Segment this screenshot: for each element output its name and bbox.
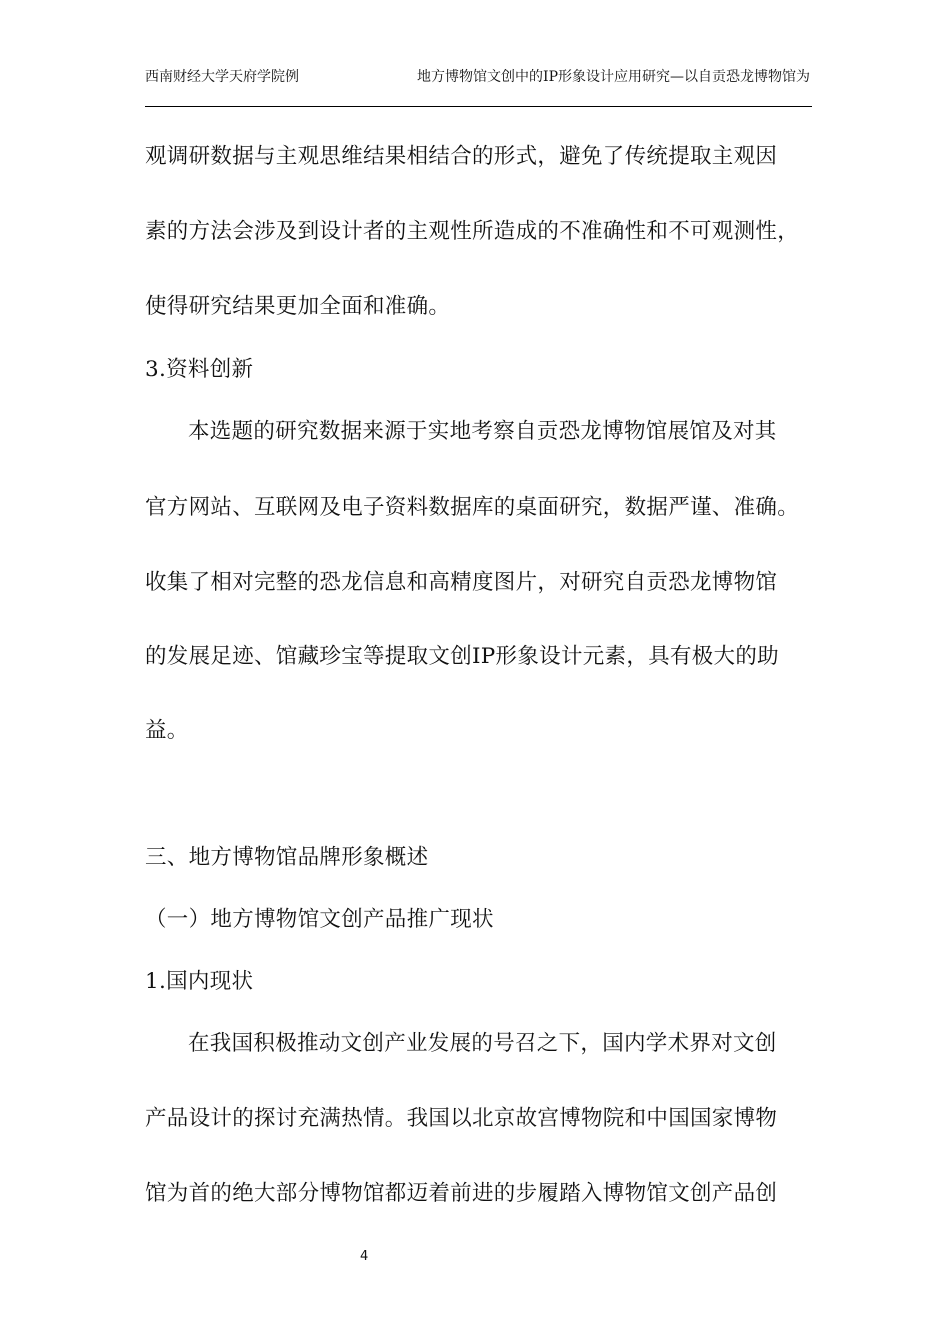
body-line: 益。 bbox=[145, 718, 189, 743]
header-institution: 西南财经大学天府学院例 bbox=[145, 69, 299, 85]
body-line: 观调研数据与主观思维结果相结合的形式，避免了传统提取主观因 bbox=[145, 144, 778, 169]
body-line: 的发展足迹、馆藏珍宝等提取文创IP形象设计元素，具有极大的助 bbox=[145, 644, 779, 669]
subsection-heading: （一）地方博物馆文创产品推广现状 bbox=[145, 907, 494, 932]
page-header bbox=[145, 68, 812, 107]
section-heading: 1.国内现状 bbox=[145, 969, 254, 994]
body-line: 在我国积极推动文创产业发展的号召之下，国内学术界对文创 bbox=[188, 1031, 777, 1056]
body-line: 收集了相对完整的恐龙信息和高精度图片，对研究自贡恐龙博物馆 bbox=[145, 570, 778, 595]
body-line: 素的方法会涉及到设计者的主观性所造成的不准确性和不可观测性， bbox=[145, 219, 800, 244]
header-title: 地方博物馆文创中的IP形象设计应用研究—以自贡恐龙博物馆为 bbox=[417, 69, 810, 85]
body-line: 本选题的研究数据来源于实地考察自贡恐龙博物馆展馆及对其 bbox=[188, 419, 777, 444]
page-number: 4 bbox=[360, 1249, 369, 1264]
chapter-heading: 三、地方博物馆品牌形象概述 bbox=[145, 845, 429, 870]
section-heading: 3.资料创新 bbox=[145, 357, 254, 382]
body-line: 官方网站、互联网及电子资料数据库的桌面研究，数据严谨、准确。 bbox=[145, 495, 800, 520]
body-line: 馆为首的绝大部分博物馆都迈着前进的步履踏入博物馆文创产品创 bbox=[145, 1181, 778, 1206]
body-line: 使得研究结果更加全面和准确。 bbox=[145, 294, 451, 319]
body-line: 产品设计的探讨充满热情。我国以北京故宫博物院和中国国家博物 bbox=[145, 1106, 778, 1131]
